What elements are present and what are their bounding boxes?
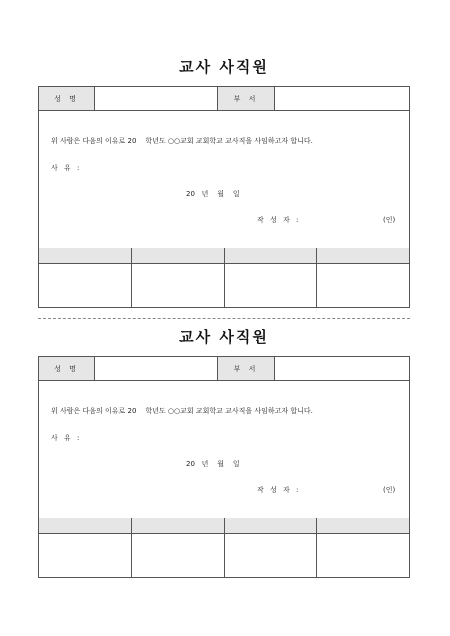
- approval-sign-row: [39, 264, 409, 307]
- approval-grid: [38, 518, 410, 578]
- name-label: 성 명: [39, 357, 94, 380]
- statement-text: 위 사람은 다음의 이유로 20 학년도 ○○교회 교회학교 교사직을 사임하고자 합니다.: [51, 407, 313, 415]
- approval-header-cell: [316, 518, 409, 533]
- approval-sign-cell[interactable]: [39, 534, 131, 577]
- name-field[interactable]: [94, 87, 217, 110]
- approval-header-cell: [224, 248, 317, 263]
- writer-label: 작 성 자 :: [257, 216, 301, 224]
- approval-header-cell: [131, 248, 224, 263]
- reason-label: 사 유 :: [51, 434, 82, 442]
- approval-sign-cell[interactable]: [224, 534, 317, 577]
- name-field[interactable]: [94, 357, 217, 380]
- form-body: [38, 110, 410, 249]
- info-row: [38, 356, 410, 381]
- approval-sign-cell[interactable]: [224, 264, 317, 307]
- department-label: 부 서: [217, 87, 274, 110]
- date-line: 20 년 월 일: [186, 460, 240, 468]
- approval-header-cell: [39, 248, 131, 263]
- writer-label: 작 성 자 :: [257, 486, 301, 494]
- approval-sign-row: [39, 534, 409, 577]
- approval-header-cell: [39, 518, 131, 533]
- statement-text: 위 사람은 다음의 이유로 20 학년도 ○○교회 교회학교 교사직을 사임하고자 합니다.: [51, 137, 313, 145]
- approval-header-row: [39, 518, 409, 534]
- date-line: 20 년 월 일: [186, 190, 240, 198]
- approval-grid: [38, 248, 410, 308]
- form-title: 교사 사직원: [179, 58, 269, 76]
- approval-sign-cell[interactable]: [131, 534, 224, 577]
- name-label: 성 명: [39, 87, 94, 110]
- reason-label: 사 유 :: [51, 164, 82, 172]
- info-row: [38, 86, 410, 111]
- approval-header-cell: [224, 518, 317, 533]
- department-label: 부 서: [217, 357, 274, 380]
- form-body: [38, 380, 410, 519]
- department-field[interactable]: [274, 87, 409, 110]
- approval-header-cell: [316, 248, 409, 263]
- approval-sign-cell[interactable]: [39, 264, 131, 307]
- approval-sign-cell[interactable]: [131, 264, 224, 307]
- cut-line: [38, 318, 410, 319]
- approval-sign-cell[interactable]: [316, 264, 409, 307]
- approval-header-row: [39, 248, 409, 264]
- approval-header-cell: [131, 518, 224, 533]
- seal-mark: (인): [383, 216, 396, 224]
- form-title: 교사 사직원: [179, 328, 269, 346]
- approval-sign-cell[interactable]: [316, 534, 409, 577]
- seal-mark: (인): [383, 486, 396, 494]
- department-field[interactable]: [274, 357, 409, 380]
